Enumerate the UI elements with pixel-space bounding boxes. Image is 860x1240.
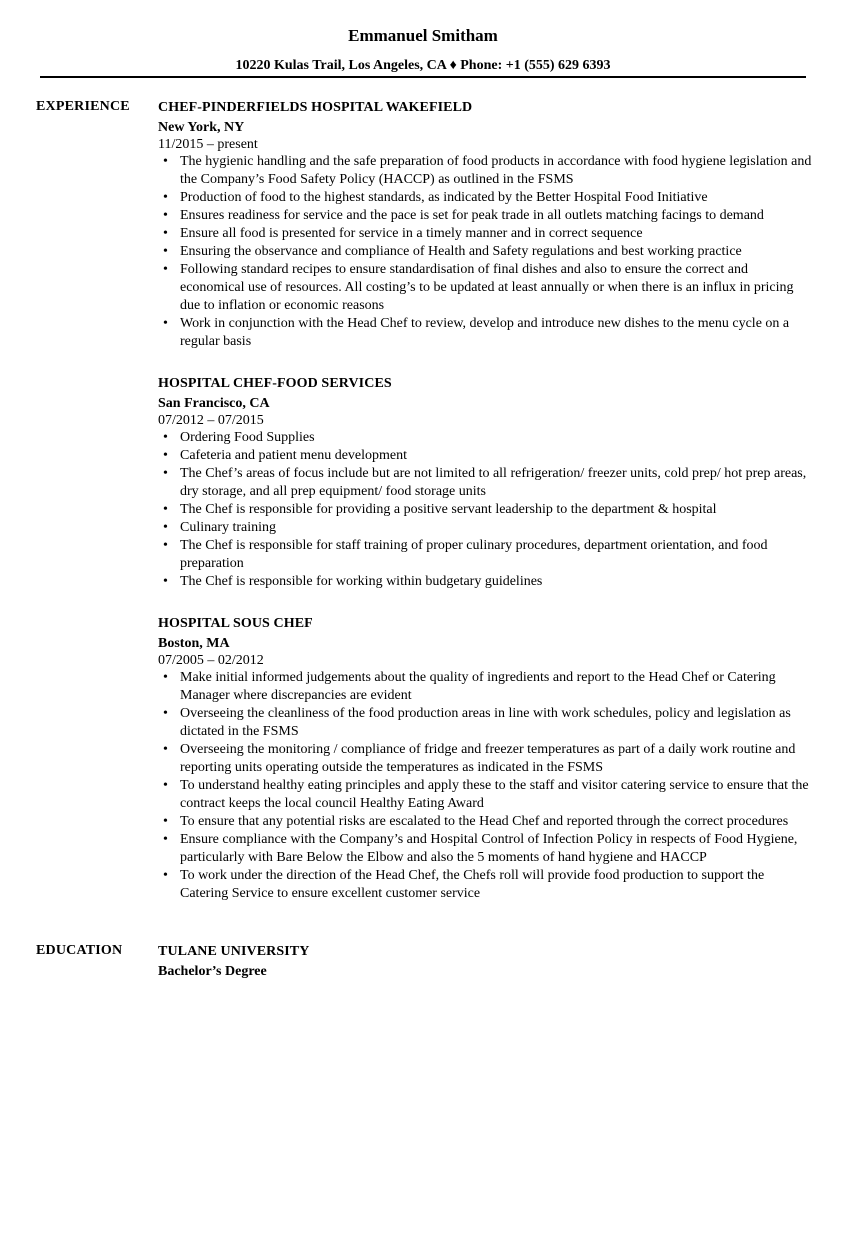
bullet-text: The Chef is responsible for staff training of proper culinary procedures, department orientation, and food preparation: [180, 538, 768, 571]
bullet-text: The Chef is responsible for working within budgetary guidelines: [180, 574, 543, 589]
bullet-text: Production of food to the highest standards, as indicated by the Better Hospital Food Initiative: [180, 190, 708, 205]
job-title: CHEF-PINDERFIELDS HOSPITAL WAKEFIELD: [158, 100, 473, 115]
job-location: Boston, MA: [158, 636, 230, 651]
bullet-icon: •: [163, 262, 168, 277]
bullet-text: To understand healthy eating principles and apply these to the staff and visitor catering service to ensure that the contract keeps the local council Healthy Eating Award: [180, 778, 809, 811]
section-title-education: EDUCATION: [36, 943, 123, 958]
job-title: HOSPITAL SOUS CHEF: [158, 616, 313, 631]
job-dates: 07/2005 – 02/2012: [158, 653, 264, 668]
job-bullet-list: [158, 429, 813, 591]
job-bullet: [158, 315, 813, 351]
bullet-text: Overseeing the cleanliness of the food production areas in line with work schedules, policy and legislation as dictated in the FSMS: [180, 706, 791, 739]
job-bullet: [158, 501, 813, 519]
job-bullet: [158, 813, 813, 831]
bullet-icon: •: [163, 538, 168, 553]
job-bullet: [158, 867, 813, 903]
job-bullet: [158, 243, 813, 261]
bullet-icon: •: [163, 706, 168, 721]
job-entry: [158, 615, 813, 903]
bullet-text: Culinary training: [180, 520, 277, 535]
job-bullet: [158, 777, 813, 813]
bullet-icon: •: [163, 244, 168, 259]
bullet-text: Ensure compliance with the Company’s and Hospital Control of Infection Policy in respects of Food Hygiene, particularly with Bare Below the Elbow and also the 5 moments of hand hygiene and HACCP: [180, 832, 798, 865]
bullet-text: Ensuring the observance and compliance of Health and Safety regulations and best working practice: [180, 244, 742, 259]
bullet-text: The Chef is responsible for providing a positive servant leadership to the department & hospital: [180, 502, 717, 517]
job-bullet: [158, 741, 813, 777]
bullet-text: The Chef’s areas of focus include but are not limited to all refrigeration/ freezer units, cold prep/ hot prep areas, dry storage, and all prep equipment/ food storage units: [180, 466, 807, 499]
job-location: New York, NY: [158, 120, 245, 135]
bullet-icon: •: [163, 832, 168, 847]
bullet-icon: •: [163, 814, 168, 829]
job-bullet: [158, 447, 813, 465]
header-divider: [40, 76, 806, 78]
bullet-text: Following standard recipes to ensure standardisation of final dishes and also to ensure the correct and economical use of resources. All costing’s to be updated at least annually or when there is an influx in pricing due to inflation or economic reasons: [180, 262, 794, 313]
bullet-icon: •: [163, 574, 168, 589]
job-location: San Francisco, CA: [158, 396, 270, 411]
job-bullet: [158, 519, 813, 537]
job-bullet: [158, 225, 813, 243]
job-bullet-list: [158, 669, 813, 903]
candidate-name: Emmanuel Smitham: [348, 26, 498, 45]
job-bullet: [158, 429, 813, 447]
bullet-icon: •: [163, 316, 168, 331]
job-bullet: [158, 207, 813, 225]
job-bullet: [158, 189, 813, 207]
bullet-icon: •: [163, 868, 168, 883]
job-title: HOSPITAL CHEF-FOOD SERVICES: [158, 376, 392, 391]
bullet-text: Ensures readiness for service and the pace is set for peak trade in all outlets matching facings to demand: [180, 208, 764, 223]
job-bullet: [158, 705, 813, 741]
education-body: [158, 943, 813, 981]
bullet-text: Ordering Food Supplies: [180, 430, 315, 445]
bullet-icon: •: [163, 520, 168, 535]
bullet-text: Overseeing the monitoring / compliance of fridge and freezer temperatures as part of a daily work routine and reporting units operating outside the temperatures as indicated in the FSMS: [180, 742, 796, 775]
bullet-icon: •: [163, 208, 168, 223]
bullet-icon: •: [163, 466, 168, 481]
job-bullet: [158, 153, 813, 189]
bullet-text: Ensure all food is presented for service in a timely manner and in correct sequence: [180, 226, 643, 241]
bullet-text: The hygienic handling and the safe preparation of food products in accordance with food hygiene legislation and the Company’s Food Safety Policy (HACCP) as outlined in the FSMS: [180, 154, 812, 187]
section-title-experience: EXPERIENCE: [36, 99, 130, 114]
bullet-icon: •: [163, 778, 168, 793]
bullet-icon: •: [163, 430, 168, 445]
job-entry: [158, 375, 813, 591]
job-bullet: [158, 831, 813, 867]
job-bullet-list: [158, 153, 813, 351]
job-bullet: [158, 261, 813, 315]
bullet-text: To ensure that any potential risks are escalated to the Head Chef and reported through the correct procedures: [180, 814, 789, 829]
job-bullet: [158, 537, 813, 573]
bullet-text: To work under the direction of the Head Chef, the Chefs roll will provide food production to support the Catering Service to ensure excellent customer service: [180, 868, 765, 901]
job-bullet: [158, 669, 813, 705]
job-entry: [158, 99, 813, 351]
bullet-icon: •: [163, 190, 168, 205]
job-bullet: [158, 465, 813, 501]
contact-info: 10220 Kulas Trail, Los Angeles, CA ♦ Phone: +1 (555) 629 6393: [235, 58, 611, 73]
bullet-icon: •: [163, 226, 168, 241]
experience-body: [158, 99, 813, 927]
bullet-icon: •: [163, 448, 168, 463]
job-dates: 07/2012 – 07/2015: [158, 413, 264, 428]
bullet-icon: •: [163, 154, 168, 169]
degree: Bachelor’s Degree: [158, 964, 267, 979]
bullet-text: Work in conjunction with the Head Chef to review, develop and introduce new dishes to the menu cycle on a regular basis: [180, 316, 790, 349]
bullet-text: Cafeteria and patient menu development: [180, 448, 408, 463]
bullet-icon: •: [163, 502, 168, 517]
job-bullet: [158, 573, 813, 591]
school-name: TULANE UNIVERSITY: [158, 944, 310, 959]
bullet-icon: •: [163, 670, 168, 685]
bullet-text: Make initial informed judgements about the quality of ingredients and report to the Head Chef or Catering Manager where discrepancies are evident: [180, 670, 776, 703]
job-dates: 11/2015 – present: [158, 137, 258, 152]
bullet-icon: •: [163, 742, 168, 757]
